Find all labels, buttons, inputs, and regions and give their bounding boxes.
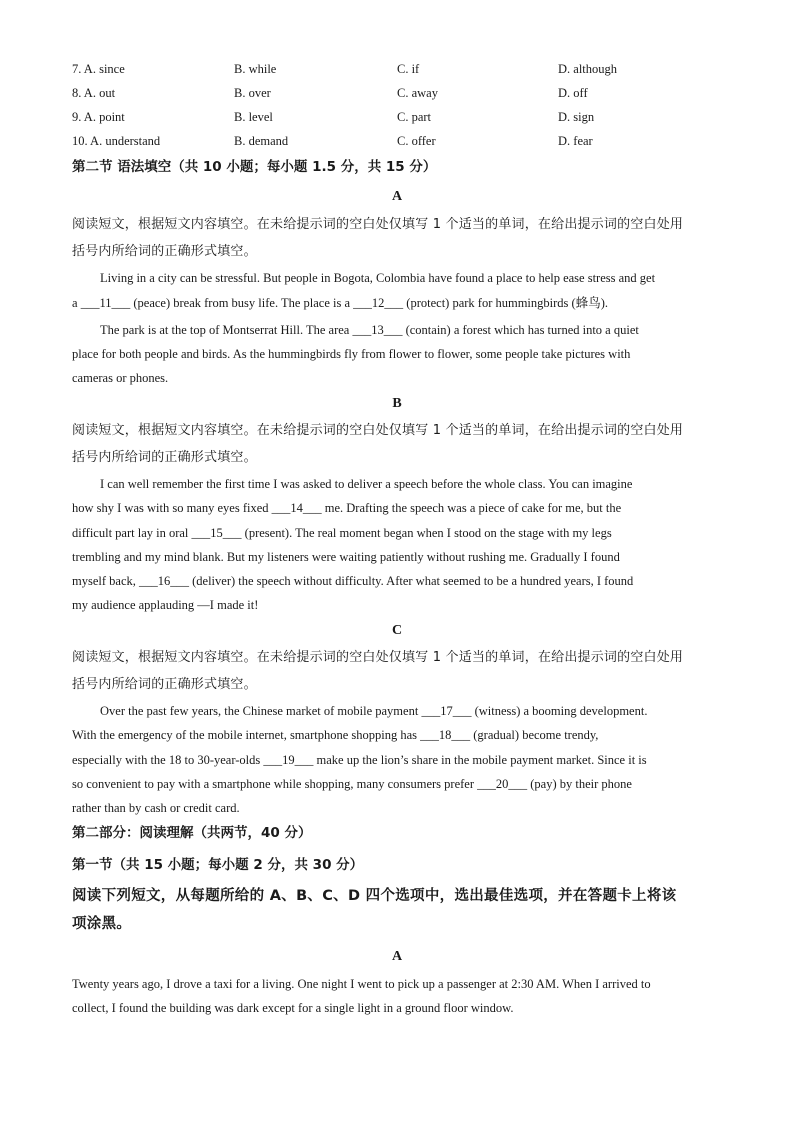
instruction-line: 阅读短文，根据短文内容填空。在未给提示词的空白处仅填写 1 个适当的单词，在给出提示词的空白处用 xyxy=(72,423,684,438)
passage-letter-a: A xyxy=(391,949,403,964)
passage-line xyxy=(72,571,724,591)
text: a xyxy=(72,296,81,310)
passage-line: place for both people and birds. As the hummingbirds fly from flower to flower, some people take pictures with xyxy=(72,347,631,361)
text: (present). The real moment began when I stood on the stage with my legs xyxy=(241,526,612,540)
passage-line xyxy=(100,701,724,721)
option-a: 7. A. since xyxy=(72,62,125,76)
text: make up the lion’s share in the mobile payment market. Since it is xyxy=(313,753,647,767)
blank-11[interactable]: ___11___ xyxy=(80,296,131,310)
text: (protect) park for hummingbirds (蜂鸟). xyxy=(403,296,608,310)
blank-16[interactable]: ___16___ xyxy=(139,574,189,588)
passage-line: cameras or phones. xyxy=(72,371,169,385)
instruction-line: 阅读短文，根据短文内容填空。在未给提示词的空白处仅填写 1 个适当的单词，在给出提示词的空白处用 xyxy=(72,217,684,232)
text: difficult part lay in oral xyxy=(72,526,192,540)
option-a: 8. A. out xyxy=(72,86,116,100)
text: myself back, xyxy=(72,574,139,588)
option-d: D. fear xyxy=(558,134,593,148)
passage-line: Living in a city can be stressful. But people in Bogota, Colombia have found a place to help ease stress and get xyxy=(100,271,656,285)
option-d: D. off xyxy=(558,86,588,100)
option-b: B. while xyxy=(234,62,277,76)
text: me. Drafting the speech was a piece of cake for me, but the xyxy=(321,501,622,515)
passage-line: collect, I found the building was dark except for a single light in a ground floor window. xyxy=(72,1001,514,1015)
text: so convenient to pay with a smartphone while shopping, many consumers prefer xyxy=(72,777,478,791)
passage-letter-b: B xyxy=(392,396,402,411)
option-c: C. part xyxy=(397,110,432,124)
passage-line: rather than by cash or credit card. xyxy=(72,801,240,815)
option-b: B. level xyxy=(234,110,273,124)
text: (witness) a booming development. xyxy=(471,704,648,718)
section-title: 第一节（共 15 小题；每小题 2 分，共 30 分） xyxy=(72,857,364,873)
instruction-line: 括号内所给词的正确形式填空。 xyxy=(72,677,257,692)
passage-line xyxy=(72,750,724,770)
blank-18[interactable]: ___18___ xyxy=(420,728,471,742)
option-a: 9. A. point xyxy=(72,110,125,124)
text: (peace) break from busy life. The place is a xyxy=(130,296,354,310)
instruction-line: 阅读下列短文，从每题所给的 A、B、C、D 四个选项中，选出最佳选项，并在答题卡上将该 xyxy=(72,888,677,904)
blank-15[interactable]: ___15___ xyxy=(191,526,242,540)
passage-line: I can well remember the first time I was asked to deliver a speech before the whole class. You can imagine xyxy=(100,477,633,491)
text: Over the past few years, the Chinese market of mobile payment xyxy=(100,704,422,718)
passage-line xyxy=(100,320,724,340)
blank-17[interactable]: ___17___ xyxy=(421,704,472,718)
instruction-line: 括号内所给词的正确形式填空。 xyxy=(72,450,257,465)
option-c: C. offer xyxy=(397,134,436,148)
text: With the emergency of the mobile internet, smartphone shopping has xyxy=(72,728,421,742)
option-d: D. sign xyxy=(558,110,595,124)
option-b: B. over xyxy=(234,86,271,100)
passage-line xyxy=(72,498,724,518)
option-row-10 xyxy=(72,131,732,151)
option-row-8 xyxy=(72,83,732,103)
option-a: 10. A. understand xyxy=(72,134,161,148)
passage-line: trembling and my mind blank. But my listeners were waiting patiently without rushing me. Gradually I found xyxy=(72,550,620,564)
text: (gradual) become trendy, xyxy=(470,728,599,742)
passage-line: Twenty years ago, I drove a taxi for a living. One night I went to pick up a passenger at 2:30 AM. When I arrived to xyxy=(72,977,651,991)
blank-19[interactable]: ___19___ xyxy=(263,753,314,767)
passage-line xyxy=(72,523,724,543)
option-c: C. away xyxy=(397,86,438,100)
option-d: D. although xyxy=(558,62,618,76)
text: The park is at the top of Montserrat Hill. The area xyxy=(100,323,353,337)
section-title: 第二节 语法填空（共 10 小题；每小题 1.5 分，共 15 分） xyxy=(72,159,437,175)
text: how shy I was with so many eyes fixed xyxy=(72,501,272,515)
text: (contain) a forest which has turned into a quiet xyxy=(402,323,639,337)
option-row-9 xyxy=(72,107,732,127)
instruction-line: 阅读短文，根据短文内容填空。在未给提示词的空白处仅填写 1 个适当的单词，在给出提示词的空白处用 xyxy=(72,650,684,665)
instruction-line: 括号内所给词的正确形式填空。 xyxy=(72,244,257,259)
passage-line xyxy=(72,774,724,794)
option-row-7 xyxy=(72,59,732,79)
passage-line xyxy=(72,725,724,745)
blank-13[interactable]: ___13___ xyxy=(352,323,403,337)
blank-14[interactable]: ___14___ xyxy=(271,501,322,515)
text: especially with the 18 to 30-year-olds xyxy=(72,753,264,767)
blank-20[interactable]: ___20___ xyxy=(477,777,528,791)
option-b: B. demand xyxy=(234,134,289,148)
passage-letter-a: A xyxy=(391,189,403,204)
passage-line: my audience applauding —I made it! xyxy=(72,598,259,612)
instruction-line: 项涂黑。 xyxy=(72,916,132,932)
passage-letter-c: C xyxy=(391,623,403,638)
blank-12[interactable]: ___12___ xyxy=(353,296,404,310)
option-c: C. if xyxy=(397,62,420,76)
part-title: 第二部分：阅读理解（共两节，40 分） xyxy=(72,825,312,841)
text: (deliver) the speech without difficulty. After what seemed to be a hundred years, I found xyxy=(189,574,634,588)
text: (pay) by their phone xyxy=(527,777,632,791)
passage-line xyxy=(72,293,724,313)
